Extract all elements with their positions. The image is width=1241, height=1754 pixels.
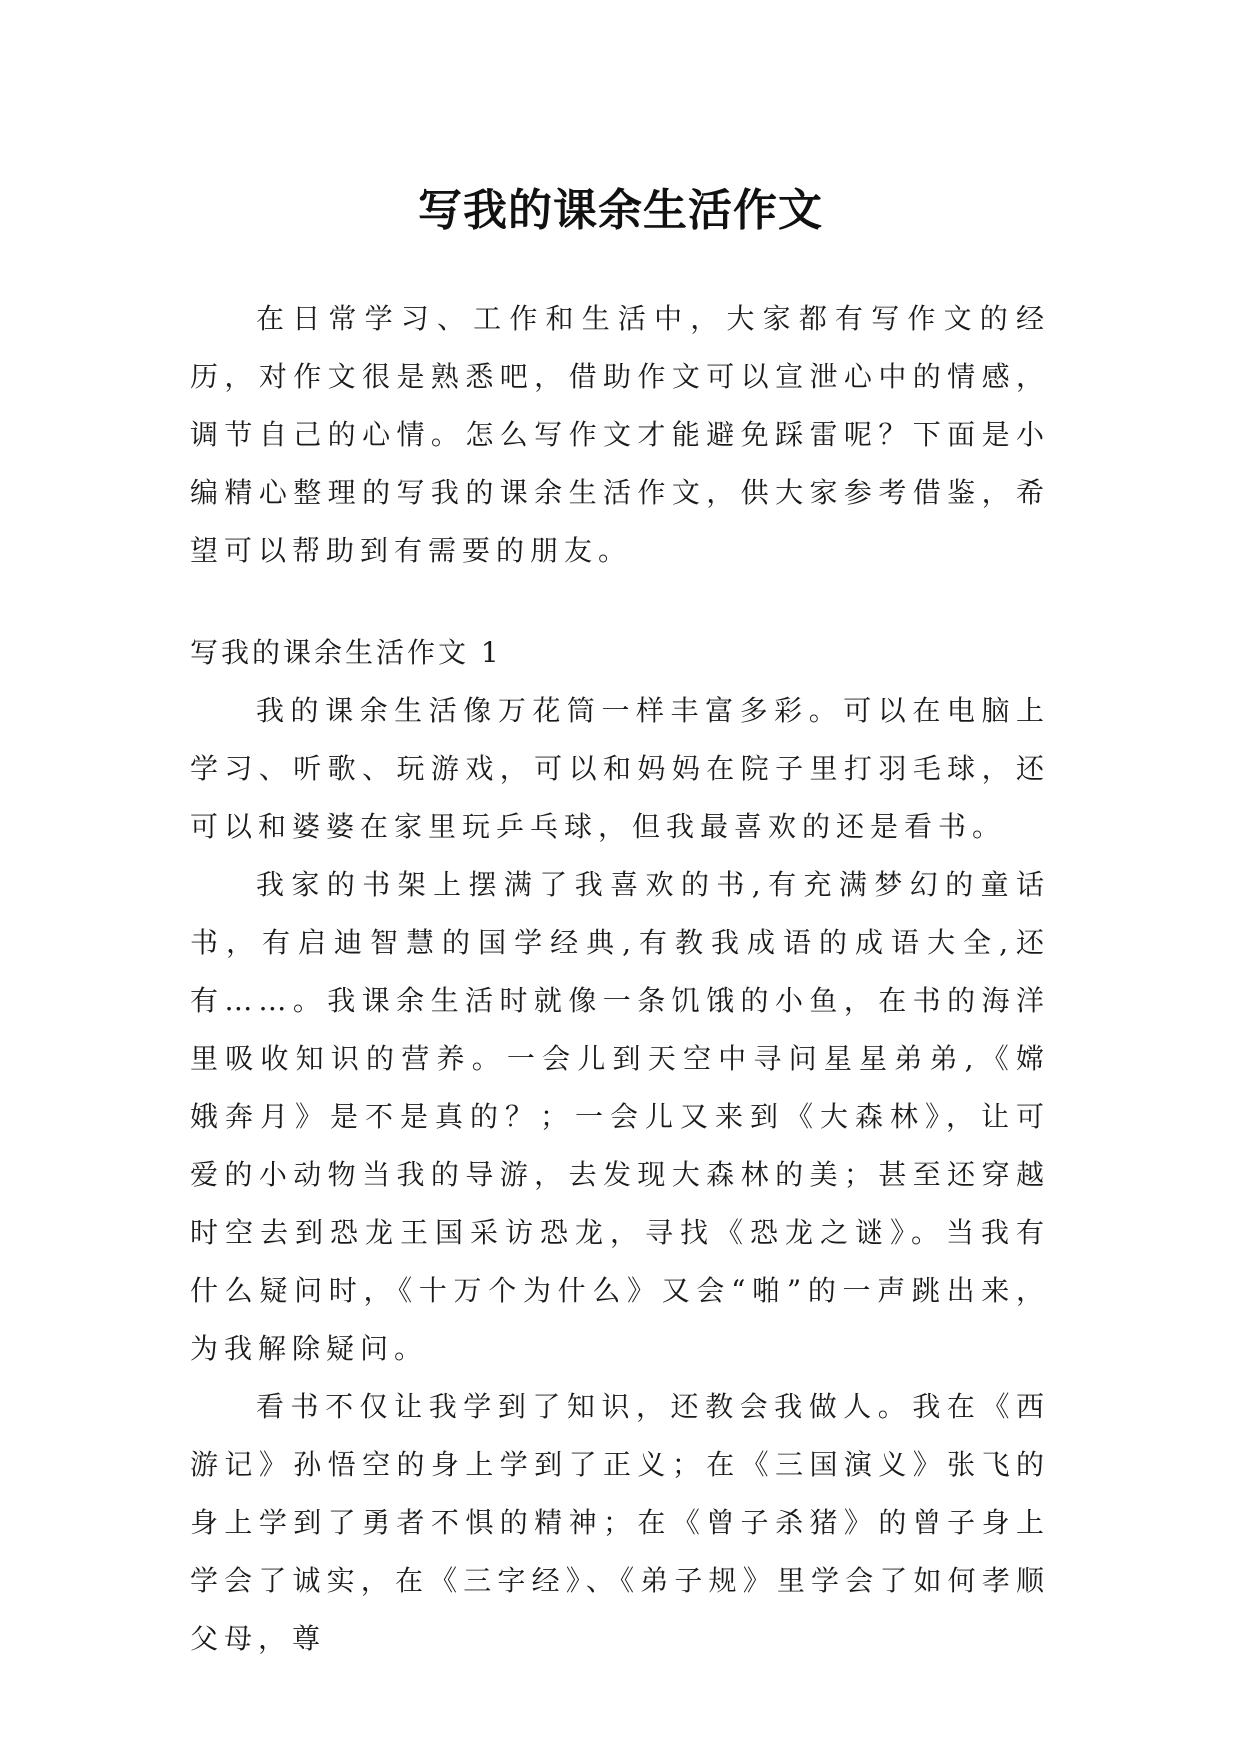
section-heading: 写我的课余生活作文 1: [190, 636, 502, 669]
body-paragraph-1: 我的课余生活像万花筒一样丰富多彩。可以在电脑上学习、听歌、玩游戏，可以和妈妈在院子里打羽毛球，还可以和婆婆在家里玩乒乓球，但我最喜欢的还是看书。: [190, 694, 1050, 843]
body-paragraph-2: 我家的书架上摆满了我喜欢的书,有充满梦幻的童话书，有启迪智慧的国学经典,有教我成语的成语大全,还有……。我课余生活时就像一条饥饿的小鱼，在书的海洋里吸收知识的营养。一会儿到天空中寻问星星弟弟,《嫦娥奔月》是不是真的？；一会儿又来到《大森林》，让可爱的小动物当我的导游，去发现大森林的美；甚至还穿越时空去到恐龙王国采访恐龙，寻找《恐龙之谜》。当我有什么疑问时，《十万个为什么》又会“啪”的一声跳出来，为我解除疑问。: [190, 868, 1050, 1365]
intro-paragraph: 在日常学习、工作和生活中，大家都有写作文的经历，对作文很是熟悉吧，借助作文可以宣泄心中的情感，调节自己的心情。怎么写作文才能避免踩雷呢？下面是小编精心整理的写我的课余生活作文，供大家参考借鉴，希望可以帮助到有需要的朋友。: [190, 302, 1050, 567]
page-title: 写我的课余生活作文: [418, 185, 823, 237]
body-paragraph-3: 看书不仅让我学到了知识，还教会我做人。我在《西游记》孙悟空的身上学到了正义；在《三国演义》张飞的身上学到了勇者不惧的精神；在《曾子杀猪》的曾子身上学会了诚实，在《三字经》、《弟子规》里学会了如何孝顺父母，尊: [190, 1390, 1050, 1655]
document-body: [190, 290, 1050, 1668]
